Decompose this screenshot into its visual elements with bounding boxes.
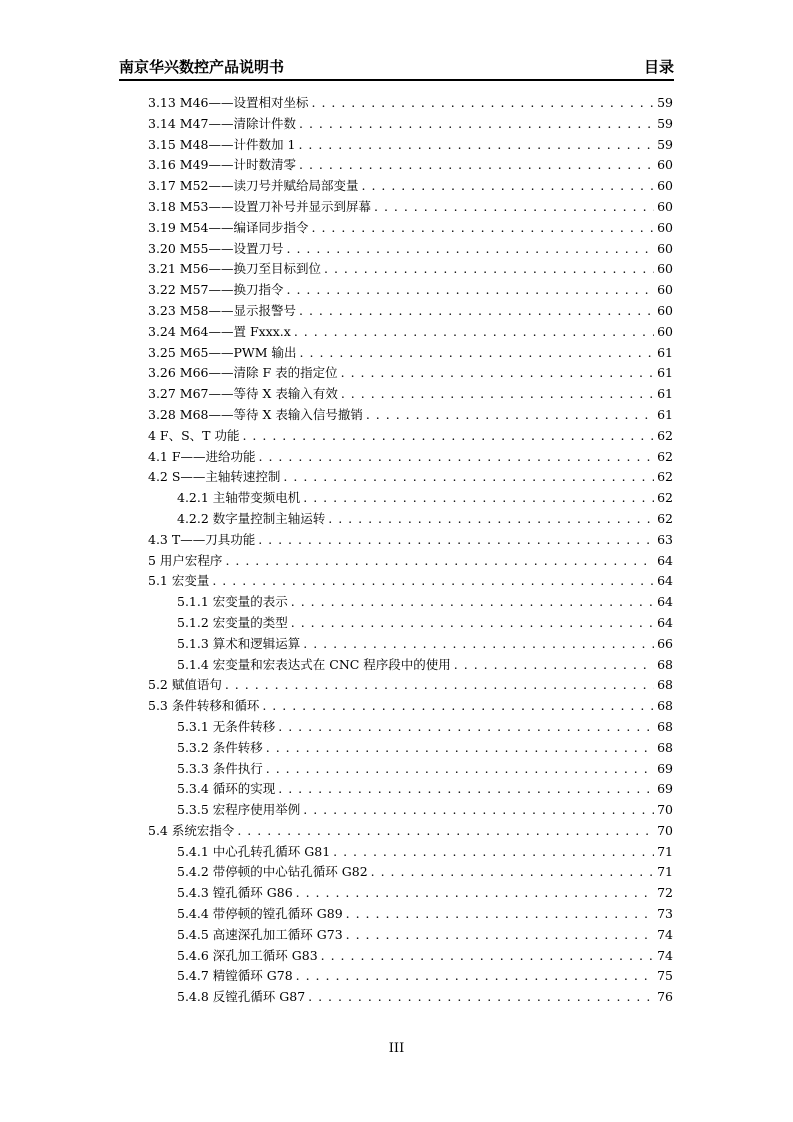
toc-entry-page: 62 [657,448,673,464]
toc-entry-title: 5.2 赋值语句 [148,677,222,693]
toc-leader-dots [346,906,654,921]
toc-entry-title: 5.3.5 宏程序使用举例 [177,802,301,818]
toc-leader-dots [278,781,654,796]
toc-leader-dots [291,615,654,630]
toc-entry-title: 5.3.1 无条件转移 [177,718,276,734]
toc-entry-page: 71 [657,843,673,859]
toc-entry-page: 72 [657,885,673,901]
toc-leader-dots [291,594,654,609]
toc-entry[interactable] [148,966,673,987]
toc-entry-page: 75 [657,968,673,984]
toc-entry-title: 3.27 M67——等待 X 表输入有效 [148,386,338,402]
toc-entry-title: 5.1 宏变量 [148,573,210,589]
toc-entry[interactable] [148,447,673,468]
toc-entry-title: 4.2.2 数字量控制主轴运转 [177,510,326,526]
toc-entry-title: 3.20 M55——设置刀号 [148,240,284,256]
toc-entry[interactable] [148,883,673,904]
toc-leader-dots [374,199,654,214]
toc-entry-page: 59 [657,136,673,152]
toc-entry-title: 5.4.1 中心孔转孔循环 G81 [177,843,331,859]
toc-entry-page: 68 [657,739,673,755]
toc-entry-page: 60 [657,198,673,214]
toc-entry[interactable] [148,904,673,925]
toc-entry-page: 59 [657,95,673,110]
toc-entry-page: 61 [657,406,673,422]
toc-leader-dots [312,220,655,235]
toc-leader-dots [341,365,654,380]
toc-entry[interactable] [148,467,673,488]
toc-entry[interactable] [148,176,673,197]
toc-entry[interactable] [148,655,673,676]
toc-entry[interactable] [148,862,673,883]
toc-entry-title: 5.3.2 条件转移 [177,739,263,755]
toc-entry-title: 4.3 T——刀具功能 [148,531,256,547]
toc-entry-page: 74 [657,926,673,942]
toc-entry-page: 60 [657,261,673,277]
toc-entry-page: 60 [657,323,673,339]
toc-entry-title: 3.28 M68——等待 X 表输入信号撤销 [148,406,363,422]
toc-leader-dots [283,469,654,484]
toc-entry-page: 68 [657,698,673,714]
toc-entry-title: 5.4.7 精镗循环 G78 [177,968,293,984]
toc-entry[interactable] [148,426,673,447]
toc-entry-page: 70 [657,822,673,838]
toc-entry-title: 3.24 M64——置 Fxxx.x [148,323,291,339]
toc-entry-page: 70 [657,802,673,818]
toc-entry[interactable] [148,509,673,530]
toc-leader-dots [312,95,655,110]
toc-leader-dots [321,948,654,963]
toc-entry-page: 60 [657,240,673,256]
toc-entry[interactable] [148,343,673,364]
toc-entry-page: 62 [657,510,673,526]
toc-entry-page: 62 [657,490,673,506]
toc-entry-title: 5.4.6 深孔加工循环 G83 [177,947,318,963]
toc-entry[interactable] [148,696,673,717]
toc-entry[interactable] [148,717,673,738]
toc-entry[interactable] [148,592,673,613]
toc-entry-page: 63 [657,531,673,547]
toc-entry-title: 3.13 M46——设置相对坐标 [148,95,309,110]
toc-entry[interactable] [148,551,673,572]
toc-entry-title: 5.1.2 宏变量的类型 [177,614,288,630]
toc-leader-dots [278,719,654,734]
toc-entry[interactable] [148,738,673,759]
toc-entry[interactable] [148,800,673,821]
toc-entry-page: 61 [657,344,673,360]
toc-entry[interactable] [148,946,673,967]
toc-entry[interactable] [148,925,673,946]
toc-leader-dots [333,844,654,859]
toc-entry-page: 60 [657,302,673,318]
toc-entry-page: 61 [657,365,673,381]
toc-entry[interactable] [148,530,673,551]
toc-entry-title: 5.4.8 反镗孔循环 G87 [177,989,306,1005]
toc-entry[interactable] [148,405,673,426]
toc-leader-dots [298,137,654,152]
toc-entry[interactable] [148,197,673,218]
toc-leader-dots [341,386,654,401]
toc-entry-title: 3.17 M52——读刀号并赋给局部变量 [148,178,359,194]
toc-leader-dots [287,282,655,297]
toc-entry-title: 5.4.3 镗孔循环 G86 [177,885,293,901]
toc-leader-dots [328,511,654,526]
toc-entry-title: 4.1 F——进给功能 [148,448,256,464]
toc-leader-dots [303,802,654,817]
toc-entry-page: 60 [657,178,673,194]
toc-entry-title: 5.4 系统宏指令 [148,822,235,838]
toc-entry-title: 3.26 M66——清除 F 表的指定位 [148,365,338,381]
toc-entry-title: 3.19 M54——编译同步指令 [148,219,309,235]
toc-entry-page: 64 [657,552,673,568]
toc-leader-dots [324,261,654,276]
toc-entry[interactable] [148,779,673,800]
toc-entry-title: 5.1.3 算术和逻辑运算 [177,635,301,651]
toc-entry-title: 4 F、S、T 功能 [148,427,240,443]
toc-leader-dots [242,428,654,443]
manual-title: 南京华兴数控产品说明书 [119,58,285,76]
table-of-contents [148,93,673,1008]
toc-entry[interactable] [148,155,673,176]
toc-leader-dots [212,573,654,588]
toc-leader-dots [259,449,655,464]
toc-entry-title: 5.4.4 带停顿的镗孔循环 G89 [177,906,343,922]
toc-entry[interactable] [148,759,673,780]
toc-entry-page: 62 [657,469,673,485]
toc-entry[interactable] [148,259,673,280]
toc-leader-dots [237,823,654,838]
toc-entry-page: 69 [657,760,673,776]
toc-entry-title: 3.14 M47——清除计件数 [148,115,297,131]
page-header [119,55,674,81]
toc-leader-dots [294,324,654,339]
toc-entry-title: 5.1.4 宏变量和宏表达式在 CNC 程序段中的使用 [177,656,451,672]
toc-entry-page: 64 [657,614,673,630]
toc-leader-dots [225,553,654,568]
toc-entry-title: 3.21 M56——换刀至目标到位 [148,261,322,277]
toc-entry-title: 5 用户宏程序 [148,552,223,568]
toc-leader-dots [366,407,654,422]
toc-entry-page: 74 [657,947,673,963]
toc-leader-dots [454,657,654,672]
toc-entry-title: 5.4.2 带停顿的中心钻孔循环 G82 [177,864,368,880]
toc-entry-page: 60 [657,282,673,298]
toc-leader-dots [362,178,655,193]
toc-entry-page: 68 [657,677,673,693]
toc-leader-dots [287,241,655,256]
toc-entry[interactable] [148,821,673,842]
toc-entry-page: 62 [657,427,673,443]
toc-entry[interactable] [148,135,673,156]
toc-leader-dots [371,864,654,879]
toc-entry-page: 66 [657,635,673,651]
toc-entry[interactable] [148,613,673,634]
toc-entry-page: 60 [657,157,673,173]
toc-leader-dots [303,636,654,651]
toc-entry-title: 3.18 M53——设置刀补号并显示到屏幕 [148,198,372,214]
toc-leader-dots [299,157,654,172]
toc-leader-dots [296,885,654,900]
toc-entry[interactable] [148,218,673,239]
toc-entry-title: 3.16 M49——计时数清零 [148,157,297,173]
toc-entry-title: 3.25 M65——PWM 输出 [148,344,297,360]
toc-entry[interactable] [148,987,673,1008]
toc-entry[interactable] [148,280,673,301]
toc-entry-page: 71 [657,864,673,880]
toc-entry-page: 69 [657,781,673,797]
toc-leader-dots [299,116,654,131]
section-label: 目录 [643,58,674,76]
toc-leader-dots [225,677,654,692]
toc-entry[interactable] [148,571,673,592]
toc-entry[interactable] [148,488,673,509]
toc-entry-title: 4.2 S——主轴转速控制 [148,469,281,485]
toc-entry-page: 64 [657,594,673,610]
toc-leader-dots [308,989,654,1004]
page-number: III [388,1041,405,1056]
toc-entry[interactable] [148,114,673,135]
toc-leader-dots [262,698,654,713]
toc-entry-page: 76 [657,989,673,1005]
toc-entry-page: 73 [657,906,673,922]
toc-entry[interactable] [148,675,673,696]
toc-entry-page: 64 [657,573,673,589]
toc-entry[interactable] [148,322,673,343]
toc-entry-title: 5.1.1 宏变量的表示 [177,594,288,610]
toc-entry-title: 5.4.5 高速深孔加工循环 G73 [177,926,343,942]
toc-leader-dots [346,927,654,942]
toc-entry[interactable] [148,634,673,655]
toc-entry[interactable] [148,93,673,114]
toc-entry[interactable] [148,363,673,384]
toc-entry-page: 68 [657,718,673,734]
toc-entry[interactable] [148,842,673,863]
toc-leader-dots [299,303,654,318]
toc-entry-title: 5.3.3 条件执行 [177,760,263,776]
toc-entry-page: 61 [657,386,673,402]
toc-entry[interactable] [148,239,673,260]
toc-entry-title: 3.23 M58——显示报警号 [148,302,297,318]
toc-leader-dots [303,490,654,505]
toc-leader-dots [258,532,654,547]
toc-entry-page: 68 [657,656,673,672]
toc-leader-dots [300,345,655,360]
toc-leader-dots [266,761,654,776]
toc-entry-title: 5.3.4 循环的实现 [177,781,276,797]
toc-entry[interactable] [148,301,673,322]
toc-leader-dots [266,740,654,755]
toc-leader-dots [296,968,654,983]
toc-entry-page: 60 [657,219,673,235]
toc-entry[interactable] [148,384,673,405]
toc-entry-title: 4.2.1 主轴带变频电机 [177,490,301,506]
toc-entry-title: 3.15 M48——计件数加 1 [148,136,296,152]
toc-entry-page: 59 [657,115,673,131]
toc-entry-title: 3.22 M57——换刀指令 [148,282,284,298]
toc-entry-title: 5.3 条件转移和循环 [148,698,260,714]
